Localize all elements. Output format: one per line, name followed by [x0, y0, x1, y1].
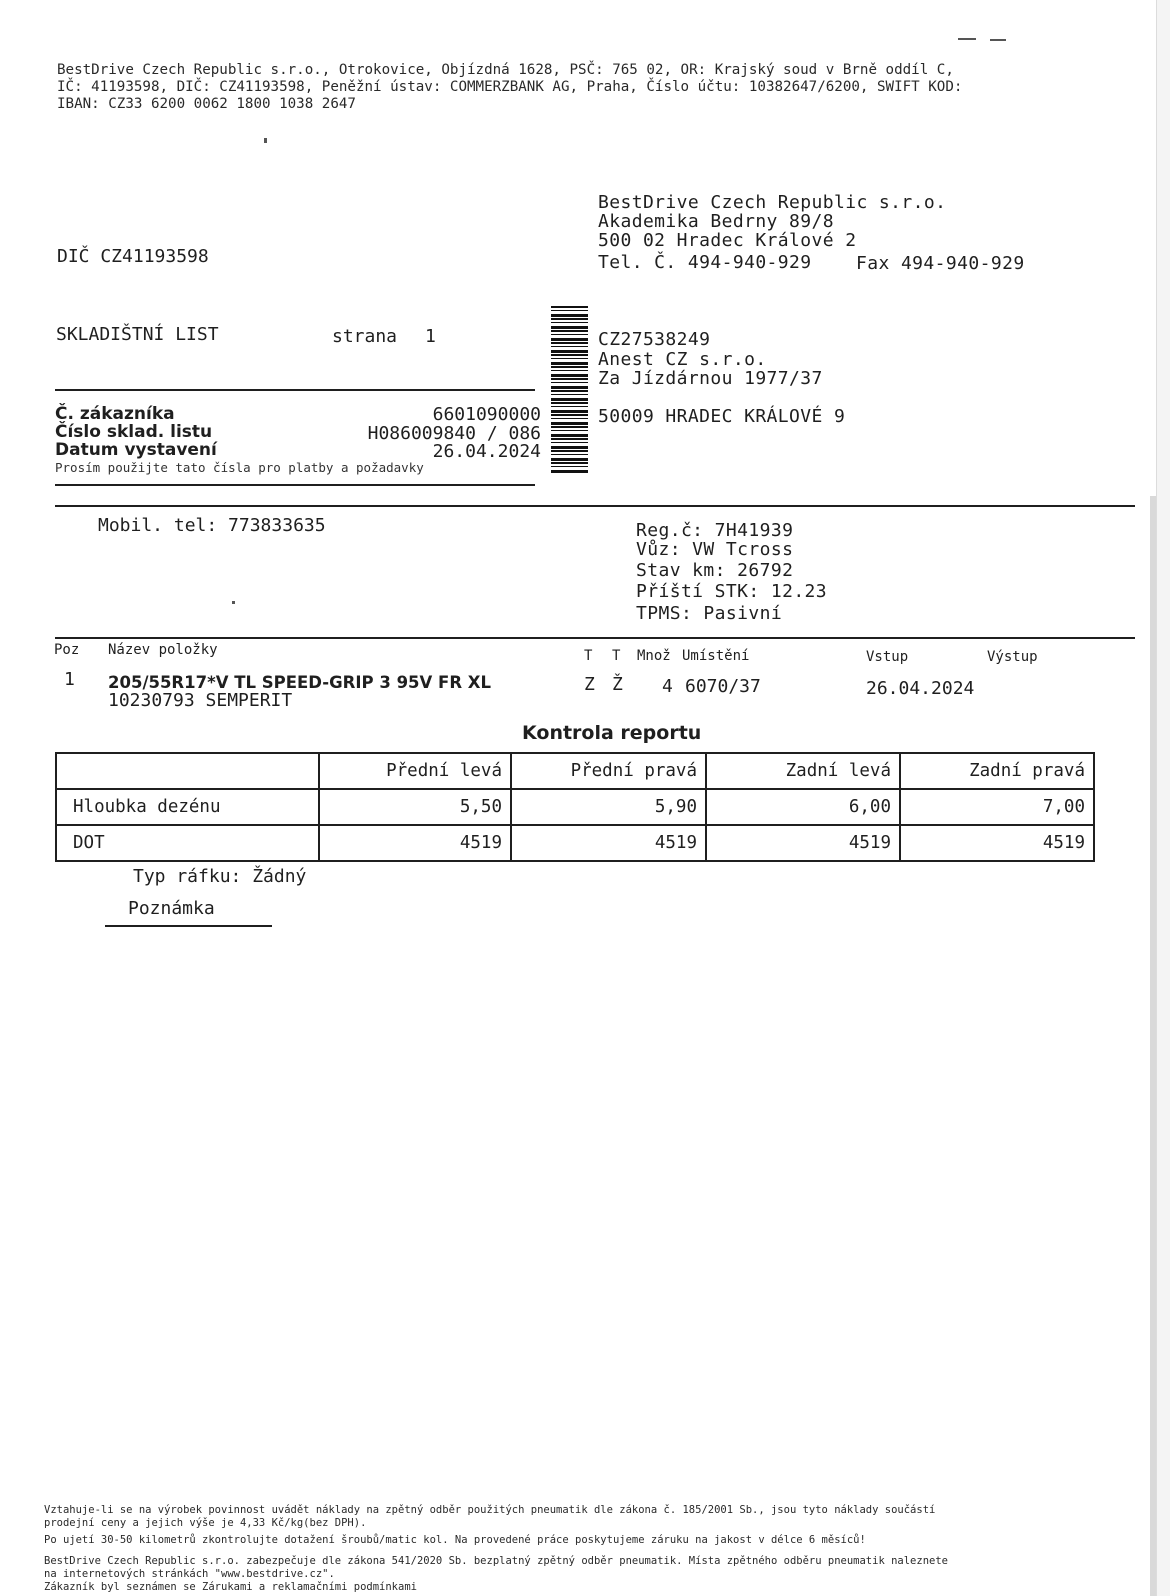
table-cell: 4519 — [319, 825, 511, 861]
mobile-phone: Mobil. tel: 773833635 — [98, 515, 326, 536]
sender-street: Akademika Bedrny 89/8 — [598, 211, 834, 232]
scan-speck — [990, 39, 1006, 41]
company-header-line-3: IBAN: CZ33 6200 0062 1800 1038 2647 — [57, 96, 356, 112]
table-cell: 5,90 — [511, 789, 706, 825]
sender-tel: Tel. Č. 494-940-929 — [598, 252, 812, 273]
dic-number: DIČ CZ41193598 — [57, 246, 209, 267]
item-t1: Z — [584, 674, 595, 695]
footer-text-1b: prodejní ceny a jejich výše je 4,33 Kč/kg(bez DPH). — [44, 1517, 367, 1529]
footer-text-1a: Vztahuje-li se na výrobek povinnost uvádět náklady na zpětný odběr použitých pneumatik dle zákona č. 185/2001 Sb., jsou tyto náklady součástí — [44, 1504, 936, 1516]
rim-type: Typ ráfku: Žádný — [133, 866, 307, 887]
recipient-vat: CZ27538249 — [598, 329, 711, 350]
list-value: H086009840 / 086 — [367, 423, 541, 444]
item-poz: 1 — [64, 669, 75, 690]
item-location: 6070/37 — [685, 676, 761, 697]
table-row — [56, 825, 1094, 861]
table-cell: 7,00 — [900, 789, 1094, 825]
customer-label: Č. zákazníka — [55, 404, 175, 424]
table-cell — [56, 753, 319, 789]
recipient-street: Za Jízdárnou 1977/37 — [598, 368, 823, 389]
col-umisteni: Umístění — [682, 648, 750, 664]
note-label: Poznámka — [128, 898, 215, 919]
divider — [55, 637, 1135, 639]
report-table — [55, 752, 1095, 862]
document-title: SKLADIŠTNÍ LIST — [56, 324, 219, 345]
item-t2: Ž — [612, 674, 623, 695]
sender-name: BestDrive Czech Republic s.r.o. — [598, 192, 947, 213]
col-poz: Poz — [54, 642, 80, 658]
barcode — [551, 306, 588, 474]
table-cell: 5,50 — [319, 789, 511, 825]
table-row-label: DOT — [56, 825, 319, 861]
table-cell: 4519 — [900, 825, 1094, 861]
recipient-city: 50009 HRADEC KRÁLOVÉ 9 — [598, 406, 846, 427]
footer-text-3a: BestDrive Czech Republic s.r.o. zabezpečuje dle zákona 541/2020 Sb. bezplatný zpětný odběr pneumatik. Místa zpětného odběru pneumatik naleznete — [44, 1555, 948, 1567]
divider — [55, 505, 1135, 507]
company-header-line-1: BestDrive Czech Republic s.r.o., Otrokovice, Objízdná 1628, PSČ: 765 02, OR: Krajský soud v Brně oddíl C, — [57, 62, 954, 78]
col-vstup: Vstup — [866, 649, 909, 665]
vehicle-stk: Příští STK: 12.23 — [636, 581, 828, 602]
customer-value: 6601090000 — [432, 404, 541, 425]
table-cell: 4519 — [706, 825, 900, 861]
item-name: 205/55R17*V TL SPEED-GRIP 3 95V FR XL — [108, 673, 492, 692]
scan-speck — [264, 138, 267, 143]
note-underline — [105, 925, 272, 927]
footer-text-3b: na internetových stránkách "www.bestdrive.cz". — [44, 1568, 335, 1580]
date-value: 26.04.2024 — [432, 441, 541, 462]
page-label: strana — [332, 326, 398, 347]
scan-speck — [232, 601, 235, 604]
sender-fax: Fax 494-940-929 — [856, 253, 1025, 274]
page-edge — [1156, 0, 1170, 1596]
table-header-cell: Přední levá — [319, 753, 511, 789]
payment-note: Prosím použijte tato čísla pro platby a požadavky — [55, 460, 424, 475]
page-number: 1 — [425, 326, 436, 347]
table-cell: 6,00 — [706, 789, 900, 825]
col-nazev: Název položky — [108, 642, 218, 658]
table-header-cell: Zadní levá — [706, 753, 900, 789]
table-cell: 4519 — [511, 825, 706, 861]
divider — [55, 389, 535, 391]
table-row — [56, 753, 1094, 789]
table-row-label: Hloubka dezénu — [56, 789, 319, 825]
report-title: Kontrola reportu — [522, 722, 702, 744]
item-code: 10230793 SEMPERIT — [108, 690, 293, 711]
divider — [55, 484, 535, 486]
scrollbar[interactable] — [1150, 496, 1156, 1596]
table-header-cell: Zadní pravá — [900, 753, 1094, 789]
col-t1: T — [584, 648, 593, 664]
item-qty: 4 — [662, 676, 673, 697]
list-label: Číslo sklad. listu — [55, 422, 213, 442]
scan-speck — [958, 38, 976, 40]
col-t2: T — [612, 648, 621, 664]
vehicle-reg: Reg.č: 7H41939 — [636, 520, 794, 541]
col-vystup: Výstup — [987, 649, 1038, 665]
footer-text-4: Zákazník byl seznámen se Zárukami a reklamačními podmínkami — [44, 1581, 417, 1593]
table-row — [56, 789, 1094, 825]
sender-city: 500 02 Hradec Králové 2 — [598, 230, 857, 251]
company-header-line-2: IČ: 41193598, DIČ: CZ41193598, Peněžní ústav: COMMERZBANK AG, Praha, Číslo účtu: 10382647/6200, SWIFT KOD: — [57, 79, 963, 95]
item-vstup: 26.04.2024 — [866, 678, 975, 699]
table-header-cell: Přední pravá — [511, 753, 706, 789]
vehicle-model: Vůz: VW Tcross — [636, 539, 794, 560]
footer-text-2: Po ujetí 30-50 kilometrů zkontrolujte dotažení šroubů/matic kol. Na provedené práce poskytujeme záruku na jakost v délce 6 měsíců! — [44, 1534, 866, 1546]
recipient-name: Anest CZ s.r.o. — [598, 349, 767, 370]
col-mnoz: Množ — [637, 648, 671, 664]
date-label: Datum vystavení — [55, 440, 217, 460]
vehicle-tpms: TPMS: Pasivní — [636, 603, 783, 624]
vehicle-km: Stav km: 26792 — [636, 560, 794, 581]
